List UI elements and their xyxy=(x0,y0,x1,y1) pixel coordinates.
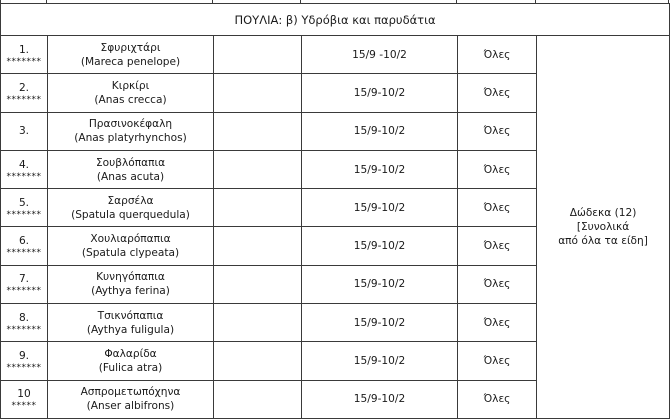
row-number-cell xyxy=(1,36,48,74)
bag-limit-text: από όλα τα είδη] xyxy=(558,234,648,247)
table-title-row xyxy=(1,4,670,36)
empty-cell xyxy=(214,74,302,112)
row-number: 2. xyxy=(18,81,30,94)
asterisk-marker: ******* xyxy=(6,363,42,374)
species-name-cell xyxy=(48,380,214,418)
species-name-cell xyxy=(48,265,214,303)
bag-limit-text: Δώδεκα (12) xyxy=(569,206,637,219)
row-number-cell xyxy=(1,265,48,303)
species-latin-name: (Aythya ferina) xyxy=(91,285,170,298)
species-common-name: Τσικνόπαπια xyxy=(97,309,164,322)
hunting-period-cell: 15/9 -10/2 xyxy=(302,36,458,74)
row-number-cell xyxy=(1,74,48,112)
empty-cell xyxy=(214,380,302,418)
empty-cell xyxy=(214,342,302,380)
species-common-name: Σαρσέλα xyxy=(107,194,154,207)
hunting-period-cell: 15/9-10/2 xyxy=(302,227,458,265)
table-title: ΠΟΥΛΙΑ: β) Υδρόβια και παρυδάτια xyxy=(1,4,670,36)
species-common-name: Ασπρομετωπόχηνα xyxy=(80,386,181,399)
regions-cell: Όλες xyxy=(458,227,537,265)
row-number: 9. xyxy=(18,350,30,363)
species-name-cell xyxy=(48,150,214,188)
bag-limit-text: [Συνολικά xyxy=(576,220,630,233)
species-latin-name: (Anser albifrons) xyxy=(86,400,175,413)
species-row xyxy=(1,36,670,74)
row-number-cell xyxy=(1,304,48,342)
species-common-name: Φαλαρίδα xyxy=(104,348,157,361)
hunting-period-cell: 15/9-10/2 xyxy=(302,265,458,303)
empty-cell xyxy=(214,304,302,342)
regions-cell: Όλες xyxy=(458,112,537,150)
species-name-cell xyxy=(48,112,214,150)
regions-cell: Όλες xyxy=(458,150,537,188)
regions-cell: Όλες xyxy=(458,189,537,227)
asterisk-marker: ******* xyxy=(6,209,42,220)
species-latin-name: (Fulica atra) xyxy=(98,362,163,375)
empty-cell xyxy=(214,265,302,303)
row-number-cell xyxy=(1,342,48,380)
species-latin-name: (Mareca penelope) xyxy=(80,55,181,68)
species-name-cell xyxy=(48,189,214,227)
hunting-period-cell: 15/9-10/2 xyxy=(302,189,458,227)
row-number: 6. xyxy=(18,235,30,248)
species-common-name: Πρασινοκέφαλη xyxy=(88,118,173,131)
asterisk-marker: ******* xyxy=(6,324,42,335)
asterisk-marker: ***** xyxy=(11,401,37,412)
species-name-cell xyxy=(48,227,214,265)
empty-cell xyxy=(214,150,302,188)
row-number: 10 xyxy=(17,388,31,401)
species-latin-name: (Anas crecca) xyxy=(94,93,167,106)
row-number-cell xyxy=(1,189,48,227)
species-latin-name: (Anas acuta) xyxy=(96,170,165,183)
hunting-period-cell: 15/9-10/2 xyxy=(302,74,458,112)
asterisk-marker: ******* xyxy=(6,56,42,67)
species-table xyxy=(0,3,670,419)
empty-cell xyxy=(214,36,302,74)
species-name-cell xyxy=(48,74,214,112)
row-number-cell xyxy=(1,150,48,188)
regions-cell: Όλες xyxy=(458,342,537,380)
regions-cell: Όλες xyxy=(458,36,537,74)
species-name-cell xyxy=(48,36,214,74)
row-number: 8. xyxy=(18,311,30,324)
regions-cell: Όλες xyxy=(458,265,537,303)
row-number: 4. xyxy=(18,158,30,171)
bag-limit-cell xyxy=(537,36,670,419)
row-number: 1. xyxy=(18,43,30,56)
row-number-cell xyxy=(1,380,48,418)
species-latin-name: (Spatula querquedula) xyxy=(71,208,190,221)
asterisk-marker: ******* xyxy=(6,171,42,182)
species-latin-name: (Aythya fuligula) xyxy=(86,323,175,336)
species-common-name: Χουλιαρόπαπια xyxy=(90,233,171,246)
species-common-name: Σφυριχτάρι xyxy=(100,41,161,54)
asterisk-marker: ******* xyxy=(6,286,42,297)
row-number-cell xyxy=(1,227,48,265)
empty-cell xyxy=(214,112,302,150)
regions-cell: Όλες xyxy=(458,380,537,418)
regions-cell: Όλες xyxy=(458,304,537,342)
species-latin-name: (Anas platyrhynchos) xyxy=(74,132,187,145)
empty-cell xyxy=(214,227,302,265)
species-latin-name: (Spatula clypeata) xyxy=(81,247,180,260)
hunting-period-cell: 15/9-10/2 xyxy=(302,342,458,380)
asterisk-marker: ******* xyxy=(6,248,42,259)
species-common-name: Κυνηγόπαπια xyxy=(96,271,165,284)
asterisk-marker: ******* xyxy=(6,94,42,105)
row-number: 3. xyxy=(18,125,30,138)
species-common-name: Κιρκίρι xyxy=(111,79,150,92)
hunting-period-cell: 15/9-10/2 xyxy=(302,380,458,418)
empty-cell xyxy=(214,189,302,227)
hunting-period-cell: 15/9-10/2 xyxy=(302,304,458,342)
hunting-period-cell: 15/9-10/2 xyxy=(302,112,458,150)
row-number: 5. xyxy=(18,196,30,209)
species-name-cell xyxy=(48,304,214,342)
row-number-cell xyxy=(1,112,48,150)
species-common-name: Σουβλόπαπια xyxy=(95,156,166,169)
species-name-cell xyxy=(48,342,214,380)
hunting-period-cell: 15/9-10/2 xyxy=(302,150,458,188)
regions-cell: Όλες xyxy=(458,74,537,112)
row-number: 7. xyxy=(18,273,30,286)
